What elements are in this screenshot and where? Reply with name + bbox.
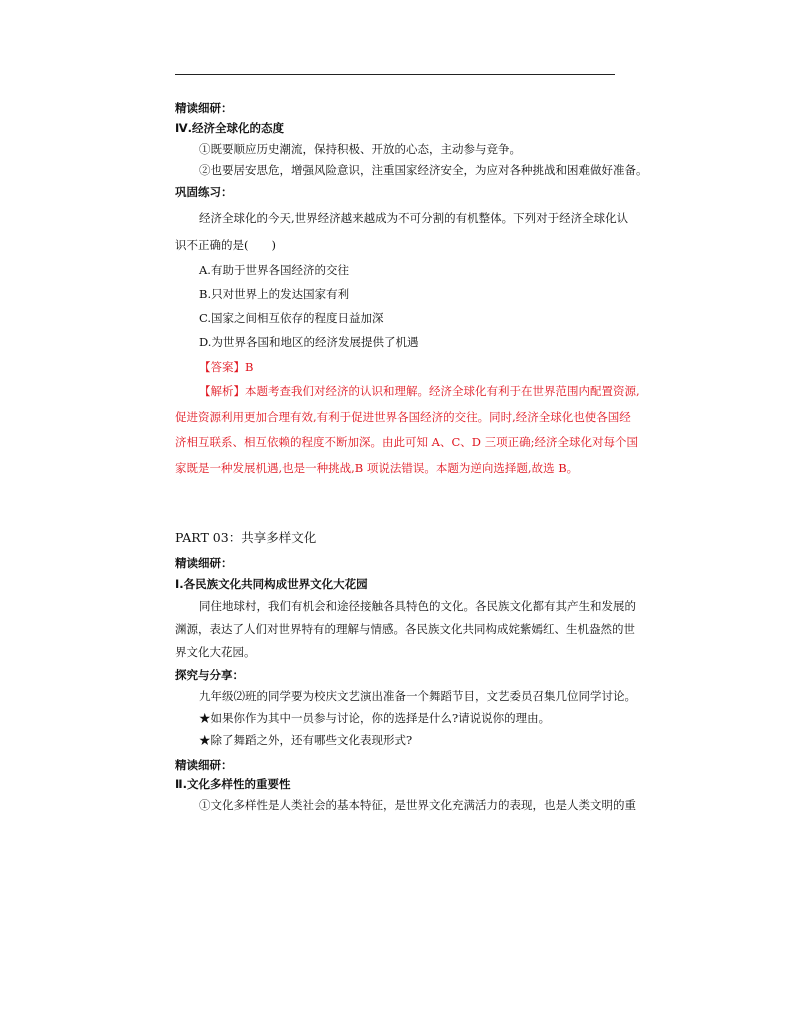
- explore-line: ★除了舞蹈之外，还有哪些文化表现形式?: [199, 733, 413, 747]
- option-d: D.为世界各国和地区的经济发展提供了机遇: [199, 335, 419, 349]
- section-heading: 精读细研：: [175, 556, 233, 570]
- explore-line: 九年级⑵班的同学要为校庆文艺演出准备一个舞蹈节目，文艺委员召集几位同学讨论。: [199, 689, 636, 703]
- section-subheading: Ⅰ.各民族文化共同构成世界文化大花园: [175, 577, 368, 591]
- explore-line: ★如果你作为其中一员参与讨论，你的选择是什么?请说说你的理由。: [199, 711, 551, 725]
- question-text: 经济全球化的今天,世界经济越来越成为不可分割的有机整体。下列对于经济全球化认: [199, 211, 629, 225]
- option-a: A.有助于世界各国经济的交往: [199, 263, 349, 277]
- header-rule: [175, 74, 615, 75]
- analysis-line: 【解析】本题考查我们对经济的认识和理解。经济全球化有利于在世界范围内配置资源,: [199, 384, 640, 398]
- analysis-line: 家既是一种发展机遇,也是一种挑战,B 项说法错误。本题为逆向选择题,故选 B。: [175, 461, 579, 475]
- analysis-line: 济相互联系、相互依赖的程度不断加深。由此可知 A、C、D 三项正确;经济全球化对每个国: [175, 435, 639, 449]
- paragraph-line: ①文化多样性是人类社会的基本特征，是世界文化充满活力的表现，也是人类文明的重: [199, 798, 636, 812]
- paragraph-line: 同住地球村，我们有机会和途径接触各具特色的文化。各民族文化都有其产生和发展的: [199, 599, 636, 613]
- answer: 【答案】B: [199, 360, 254, 374]
- paragraph-line: 界文化大花园。: [175, 645, 256, 659]
- practice-heading: 巩固练习：: [175, 185, 233, 199]
- paragraph-line: 渊源，表达了人们对世界特有的理解与情感。各民族文化共同构成姹紫嫣红、生机盎然的世: [175, 622, 635, 636]
- section-subheading: Ⅳ.经济全球化的态度: [175, 121, 285, 135]
- explore-heading: 探究与分享：: [175, 668, 244, 682]
- question-text: 识不正确的是( ): [175, 238, 276, 252]
- option-b: B.只对世界上的发达国家有利: [199, 287, 350, 301]
- section-subheading: Ⅱ.文化多样性的重要性: [175, 777, 291, 791]
- option-c: C.国家之间相互依存的程度日益加深: [199, 311, 384, 325]
- part-title: PART 03：共享多样文化: [175, 530, 317, 545]
- paragraph: ①既要顺应历史潮流，保持积极、开放的心态，主动参与竞争。: [199, 142, 521, 156]
- section-heading: 精读细研：: [175, 758, 233, 772]
- section-heading: 精读细研：: [175, 101, 233, 115]
- analysis-line: 促进资源利用更加合理有效,有利于促进世界各国经济的交往。同时,经济全球化也使各国经: [175, 410, 631, 424]
- paragraph: ②也要居安思危，增强风险意识，注重国家经济安全，为应对各种挑战和困难做好准备。: [199, 163, 648, 177]
